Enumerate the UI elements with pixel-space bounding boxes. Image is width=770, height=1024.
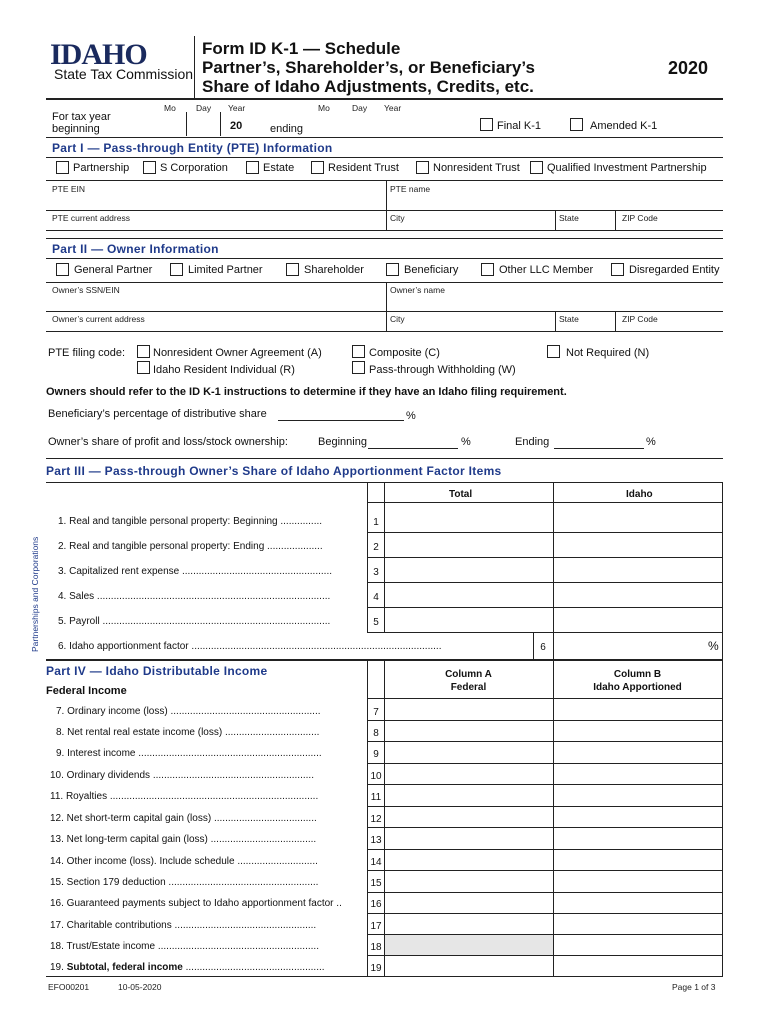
p4-row-13-col-b-input[interactable]	[557, 830, 719, 847]
p4-row-8-label: 8. Net rental real estate income (loss) ..................................	[56, 727, 320, 738]
federal-income-subtitle: Federal Income	[46, 685, 127, 697]
part2-title: Part II — Owner Information	[52, 242, 219, 256]
col-idaho-header: Idaho	[626, 489, 653, 500]
p3-row-3-label: 3. Capitalized rent expense ......................................................	[58, 566, 332, 577]
mo-label: Mo	[164, 103, 176, 113]
rule	[722, 482, 723, 660]
resident-trust-checkbox[interactable]	[311, 161, 324, 174]
p4-row-15-col-a-input[interactable]	[388, 873, 550, 890]
p4-row-15-num: 15	[370, 878, 382, 889]
rule	[367, 632, 723, 633]
p3-row-4-num: 4	[373, 592, 379, 603]
pte-filing-code-label: PTE filing code:	[48, 347, 126, 359]
p3-row-3-num: 3	[373, 567, 379, 578]
rule	[554, 448, 644, 449]
p4-row-7-label: 7. Ordinary income (loss) ......................................................	[56, 706, 321, 717]
p3-row-6-factor-input[interactable]	[557, 637, 702, 655]
disregarded-entity-label: Disregarded Entity	[629, 264, 720, 276]
p4-row-12-col-a-input[interactable]	[388, 809, 550, 826]
pte-state-label: State	[559, 213, 579, 223]
rule	[367, 806, 723, 807]
owner-share-beginning-label: Beginning	[318, 436, 367, 448]
general-partner-checkbox[interactable]	[56, 263, 69, 276]
p4-row-8-num: 8	[373, 728, 379, 739]
rule	[46, 210, 723, 211]
col-a-subheader: Federal	[450, 682, 487, 693]
p4-row-18-col-b-input[interactable]	[557, 937, 719, 954]
p4-row-9-col-b-input[interactable]	[557, 744, 719, 761]
disregarded-entity-checkbox[interactable]	[611, 263, 624, 276]
rule	[367, 913, 723, 914]
rule	[386, 282, 387, 331]
p3-row-5-idaho-input[interactable]	[557, 612, 719, 630]
filing-code-r-label: Idaho Resident Individual (R)	[153, 364, 295, 376]
p3-row-5-label: 5. Payroll ..................................................................................	[58, 616, 331, 627]
rule	[46, 238, 723, 239]
beneficiary-pct-label: Beneficiary’s percentage of distributive share	[48, 408, 267, 420]
p4-row-19-num: 19	[370, 963, 382, 974]
partnership-checkbox[interactable]	[56, 161, 69, 174]
final-k1-label: Final K-1	[497, 120, 542, 132]
owner-city-label: City	[390, 314, 405, 324]
rule	[46, 230, 723, 231]
p4-row-8-col-b-input[interactable]	[557, 723, 719, 740]
p4-row-13-label: 13. Net long-term capital gain (loss) ......................................	[50, 834, 317, 845]
other-llc-member-checkbox[interactable]	[481, 263, 494, 276]
p4-row-13-col-a-input[interactable]	[388, 830, 550, 847]
idaho-logo: IDAHO	[50, 38, 147, 71]
form-title-line3: Share of Idaho Adjustments, Credits, etc.	[202, 77, 534, 96]
shareholder-checkbox[interactable]	[286, 263, 299, 276]
page-number: Page 1 of 3	[672, 982, 716, 992]
mo-label-end: Mo	[318, 103, 330, 113]
p3-row-2-num: 2	[373, 542, 379, 553]
rule	[555, 210, 556, 230]
owner-share-label: Owner’s share of profit and loss/stock ownership:	[48, 436, 288, 448]
s-corporation-checkbox[interactable]	[143, 161, 156, 174]
p4-row-12-label: 12. Net short-term capital gain (loss) .....................................	[50, 813, 317, 824]
p3-row-5-total-input[interactable]	[388, 612, 550, 630]
rule	[367, 557, 723, 558]
begin-year-input[interactable]	[248, 116, 268, 134]
beneficiary-pct-sign: %	[406, 410, 416, 422]
filing-code-n-checkbox[interactable]	[547, 345, 560, 358]
p4-row-14-col-a-input[interactable]	[388, 852, 550, 869]
ending-label: ending	[270, 123, 304, 135]
part1-title: Part I — Pass-through Entity (PTE) Information	[52, 141, 333, 155]
p4-row-19-label	[50, 962, 364, 973]
beneficiary-label: Beneficiary	[404, 264, 459, 276]
p3-row-1-total-input[interactable]	[388, 512, 550, 530]
rule	[46, 311, 723, 312]
owner-share-ending-label: Ending	[515, 436, 550, 448]
p4-row-18-label: 18. Trust/Estate income ..........................................................	[50, 941, 319, 952]
p3-row-5-num: 5	[373, 617, 379, 628]
limited-partner-checkbox[interactable]	[170, 263, 183, 276]
form-title-line2: Partner’s, Shareholder’s, or Beneficiary’s	[202, 58, 535, 77]
p4-row-11-col-b-input[interactable]	[557, 787, 719, 804]
filing-requirement-notice: Owners should refer to the ID K-1 instructions to determine if they have an Idaho filing requirement.	[46, 386, 567, 398]
p4-row-16-num: 16	[370, 899, 382, 910]
p4-row-7-num: 7	[373, 707, 379, 718]
logo-subtitle: State Tax Commission	[54, 66, 194, 82]
p4-row-11-label: 11. Royalties ...........................................................................	[50, 791, 319, 802]
p3-row-2-total-input[interactable]	[388, 537, 550, 555]
p4-row-10-col-b-input[interactable]	[557, 766, 719, 783]
p4-row-17-num: 17	[370, 921, 382, 932]
end-date-input[interactable]	[312, 116, 402, 134]
col-b-header: Column B	[613, 669, 662, 680]
rule	[367, 502, 723, 503]
p3-row-2-label: 2. Real and tangible personal property: Ending ....................	[58, 541, 323, 552]
day-label-end: Day	[352, 103, 368, 113]
owner-share-beginning-pct: %	[461, 436, 471, 448]
rule	[555, 311, 556, 331]
p4-row-10-label: 10. Ordinary dividends ..........................................................	[50, 770, 314, 781]
nonresident-trust-checkbox[interactable]	[416, 161, 429, 174]
filing-code-w-label: Pass-through Withholding (W)	[369, 364, 516, 376]
tax-year-label: For tax year	[52, 111, 111, 123]
owner-address-label: Owner’s current address	[52, 314, 145, 324]
p3-row-1-label: 1. Real and tangible personal property: Beginning ...............	[58, 516, 323, 527]
owner-share-ending-input[interactable]	[554, 433, 644, 447]
header-rule	[46, 98, 723, 100]
other-llc-member-label: Other LLC Member	[499, 264, 594, 276]
year-label-end: Year	[384, 103, 402, 113]
s-corporation-label: S Corporation	[160, 162, 228, 174]
p4-row-11-col-a-input[interactable]	[388, 787, 550, 804]
filing-code-c-label: Composite (C)	[369, 347, 440, 359]
rule	[367, 763, 723, 764]
rule	[386, 180, 387, 230]
owner-share-ending-pct: %	[646, 436, 656, 448]
part3-title: Part III — Pass-through Owner’s Share of Idaho Apportionment Factor Items	[46, 464, 502, 478]
p4-row-9-label: 9. Interest income ..................................................................	[56, 748, 322, 759]
rule	[367, 698, 723, 699]
p4-row-15-col-b-input[interactable]	[557, 873, 719, 890]
day-label: Day	[196, 103, 212, 113]
header-divider	[194, 36, 195, 98]
beneficiary-pct-input[interactable]	[278, 405, 404, 419]
col-a-header: Column A	[445, 669, 492, 680]
p3-row-3-idaho-input[interactable]	[557, 562, 719, 580]
p4-row-12-col-b-input[interactable]	[557, 809, 719, 826]
rule	[367, 827, 723, 828]
part4-title: Part IV — Idaho Distributable Income	[46, 664, 268, 678]
tax-year-beginning: beginning	[52, 123, 100, 135]
owner-ssn-label: Owner’s SSN/EIN	[52, 285, 120, 295]
pte-ein-label: PTE EIN	[52, 184, 86, 194]
p3-row-2-idaho-input[interactable]	[557, 537, 719, 555]
partnerships-side-label: Partnerships and Corporations	[30, 536, 40, 652]
pte-name-input[interactable]	[390, 194, 720, 208]
filing-code-c-checkbox[interactable]	[352, 345, 365, 358]
p4-row-18-col-a-shaded	[385, 935, 553, 955]
owner-share-beginning-input[interactable]	[368, 433, 458, 447]
p4-row-9-num: 9	[373, 749, 379, 760]
rule	[367, 849, 723, 850]
rule	[722, 660, 723, 976]
pte-ein-input[interactable]	[52, 194, 382, 208]
p3-row-4-idaho-input[interactable]	[557, 587, 719, 605]
col-total-header: Total	[449, 489, 473, 500]
p4-row-19-col-a-input[interactable]	[388, 958, 550, 975]
rule	[367, 741, 723, 742]
col-b-subheader: Idaho Apportioned	[593, 682, 682, 693]
p3-row-6-label: 6. Idaho apportionment factor ..........................................................................................	[58, 641, 442, 652]
qip-checkbox[interactable]	[530, 161, 543, 174]
p4-row-16-col-b-input[interactable]	[557, 894, 719, 911]
year-prefix-20: 20	[230, 120, 243, 132]
p4-row-7-col-a-input[interactable]	[388, 702, 550, 719]
final-k1-checkbox[interactable]	[480, 118, 493, 131]
pte-city-label: City	[390, 213, 405, 223]
rule	[367, 532, 723, 533]
form-revision-date: 10-05-2020	[118, 982, 162, 992]
p4-row-17-label: 17. Charitable contributions ...................................................	[50, 920, 317, 931]
qip-label: Qualified Investment Partnership	[547, 162, 707, 174]
filing-code-a-checkbox[interactable]	[137, 345, 150, 358]
rule	[553, 632, 554, 660]
p3-row-3-total-input[interactable]	[388, 562, 550, 580]
p4-row-14-num: 14	[370, 857, 382, 868]
rule	[46, 458, 723, 459]
rule	[553, 660, 554, 976]
year-label: Year	[228, 103, 246, 113]
rule	[367, 607, 723, 608]
p3-row-4-label: 4. Sales ....................................................................................	[58, 591, 331, 602]
owner-name-input[interactable]	[390, 295, 720, 309]
p4-row-11-num: 11	[370, 792, 382, 803]
amended-k1-label: Amended K-1	[590, 120, 658, 132]
p4-row-15-label: 15. Section 179 deduction ......................................................	[50, 877, 319, 888]
rule	[46, 137, 723, 138]
form-title-line1: Form ID K-1 — Schedule	[202, 39, 401, 58]
owner-state-label: State	[559, 314, 579, 324]
p3-row-6-num: 6	[540, 642, 546, 653]
pte-zip-label: ZIP Code	[622, 213, 658, 223]
owner-name-label: Owner’s name	[390, 285, 445, 295]
rule	[367, 582, 723, 583]
nonresident-trust-label: Nonresident Trust	[433, 162, 520, 174]
rule	[615, 210, 616, 230]
rule	[46, 180, 723, 181]
filing-code-n-label: Not Required (N)	[566, 347, 650, 359]
pte-address-label: PTE current address	[52, 213, 130, 223]
rule	[278, 420, 404, 421]
rule	[615, 311, 616, 331]
p4-row-19-leader: ..................................................	[182, 962, 325, 973]
filing-code-a-label: Nonresident Owner Agreement (A)	[153, 347, 322, 359]
shareholder-label: Shareholder	[304, 264, 364, 276]
p4-row-14-col-b-input[interactable]	[557, 852, 719, 869]
rule	[368, 448, 458, 449]
rule	[367, 955, 723, 956]
rule	[367, 720, 723, 721]
rule	[46, 282, 723, 283]
p4-row-18-num: 18	[370, 942, 382, 953]
rule	[367, 892, 723, 893]
form-code: EFO00201	[48, 982, 90, 992]
tax-year-sep2	[220, 112, 221, 136]
p3-row-1-idaho-input[interactable]	[557, 512, 719, 530]
rule	[367, 870, 723, 871]
limited-partner-label: Limited Partner	[188, 264, 263, 276]
p4-row-14-label: 14. Other income (loss). Include schedule .............................	[50, 856, 318, 867]
filing-code-r-checkbox[interactable]	[137, 361, 150, 374]
p4-row-10-col-a-input[interactable]	[388, 766, 550, 783]
beneficiary-checkbox[interactable]	[386, 263, 399, 276]
amended-k1-checkbox[interactable]	[570, 118, 583, 131]
filing-code-w-checkbox[interactable]	[352, 361, 365, 374]
p4-row-19-prefix: 19.	[50, 962, 64, 973]
p3-row-6-pct: %	[708, 639, 719, 653]
form-year: 2020	[668, 58, 709, 78]
rule	[367, 784, 723, 785]
rule	[46, 258, 723, 259]
partnership-label: Partnership	[73, 162, 130, 174]
estate-checkbox[interactable]	[246, 161, 259, 174]
p4-row-16-label: 16. Guaranteed payments subject to Idaho apportionment factor ..	[50, 898, 342, 909]
pte-name-label: PTE name	[390, 184, 431, 194]
p4-row-9-col-a-input[interactable]	[388, 744, 550, 761]
owner-ssn-input[interactable]	[52, 295, 382, 309]
estate-label: Estate	[263, 162, 295, 174]
p4-row-8-col-a-input[interactable]	[388, 723, 550, 740]
p4-row-13-num: 13	[370, 835, 382, 846]
p4-row-19-col-b-input[interactable]	[557, 958, 719, 975]
p4-row-12-num: 12	[370, 814, 382, 825]
owner-zip-label: ZIP Code	[622, 314, 658, 324]
p3-row-1-num: 1	[373, 517, 379, 528]
general-partner-label: General Partner	[74, 264, 153, 276]
p4-row-10-num: 10	[370, 771, 382, 782]
resident-trust-label: Resident Trust	[328, 162, 399, 174]
p3-row-4-total-input[interactable]	[388, 587, 550, 605]
begin-month-input[interactable]	[186, 116, 218, 134]
rule	[46, 976, 723, 977]
p4-row-16-col-a-input[interactable]	[388, 894, 550, 911]
p4-row-19-bold-text: Subtotal, federal income	[66, 962, 183, 973]
p4-row-17-col-b-input[interactable]	[557, 916, 719, 933]
p4-row-17-col-a-input[interactable]	[388, 916, 550, 933]
rule	[46, 331, 723, 332]
rule	[46, 157, 723, 158]
p4-row-7-col-b-input[interactable]	[557, 702, 719, 719]
